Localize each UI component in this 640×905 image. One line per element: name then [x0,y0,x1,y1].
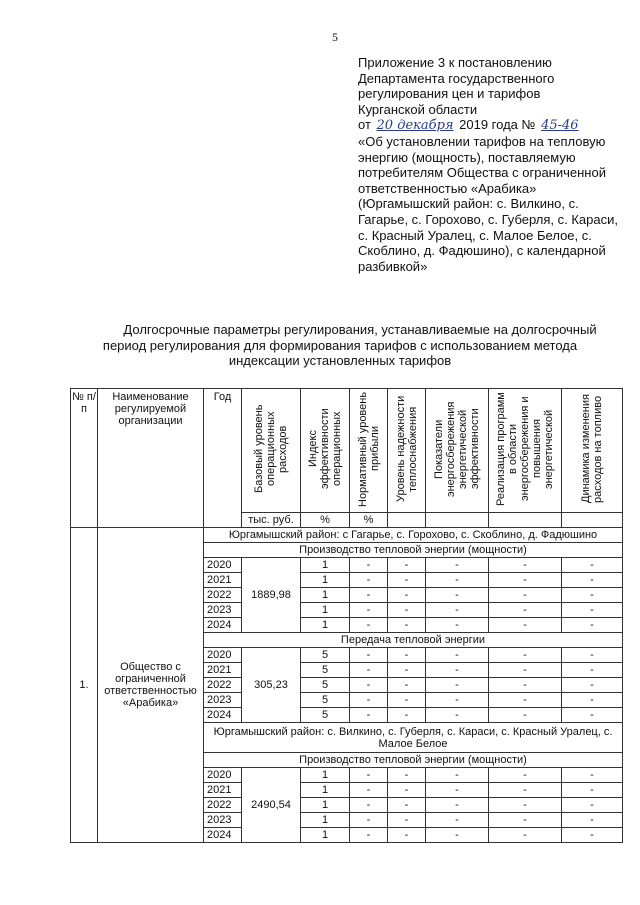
energy-cell: - [426,558,489,573]
programs-cell: - [489,588,562,603]
profit-cell: - [350,768,388,783]
year-cell: 2024 [204,708,242,723]
header-index [301,389,350,513]
energy-cell: - [426,663,489,678]
header-fuel [562,389,623,513]
appendix-line: Департамента государственного [358,70,555,86]
reliability-cell: - [388,603,426,618]
programs-cell: - [489,603,562,618]
header-profit [350,389,388,513]
index-cell: 1 [301,783,350,798]
unit-empty [489,513,562,528]
energy-cell: - [426,708,489,723]
index-cell: 1 [301,813,350,828]
section-cell: Производство тепловой энергии (мощности) [204,753,623,768]
region-row [71,528,623,543]
header-index-text: Индекс эффективности операционных [307,408,343,490]
header-num: № п/п [71,389,98,528]
year-cell: 2022 [204,588,242,603]
reliability-cell: - [388,648,426,663]
programs-cell: - [489,798,562,813]
energy-cell: - [426,603,489,618]
index-cell: 1 [301,798,350,813]
year-cell: 2023 [204,603,242,618]
header-programs [489,389,562,513]
unit-empty [426,513,489,528]
programs-cell: - [489,768,562,783]
profit-cell: - [350,828,388,843]
unit-profit: % [350,513,388,528]
year-cell: 2021 [204,663,242,678]
unit-empty [562,513,623,528]
profit-cell: - [350,648,388,663]
energy-cell: - [426,768,489,783]
region-cell: Юргамышский район: с Гагарье, с. Горохово, с. Скоблино, д. Фадюшино [204,528,623,543]
profit-cell: - [350,573,388,588]
reliability-cell: - [388,678,426,693]
fuel-cell: - [562,573,623,588]
fuel-cell: - [562,663,623,678]
appendix-date-line [358,117,628,134]
reliability-cell: - [388,708,426,723]
programs-cell: - [489,663,562,678]
unit-base: тыс. руб. [242,513,301,528]
header-energy [426,389,489,513]
index-cell: 5 [301,708,350,723]
index-cell: 5 [301,693,350,708]
fuel-cell: - [562,678,623,693]
year-cell: 2022 [204,798,242,813]
region-cell: Юргамышский район: с. Вилкино, с. Губерля, с. Караси, с. Красный Уралец, с. Малое Белое [204,723,623,753]
energy-cell: - [426,828,489,843]
programs-cell: - [489,573,562,588]
date-prefix: от [358,117,371,133]
fuel-cell: - [562,813,623,828]
row-number: 1. [71,528,98,843]
header-base-text: Базовый уровень операционных расходов [253,404,289,494]
unit-index: % [301,513,350,528]
energy-cell: - [426,783,489,798]
fuel-cell: - [562,648,623,663]
profit-cell: - [350,813,388,828]
energy-cell: - [426,573,489,588]
year-cell: 2020 [204,648,242,663]
profit-cell: - [350,558,388,573]
header-reliability-text: Уровень надежности теплоснабжения [394,395,419,503]
header-year: Год [204,389,242,528]
fuel-cell: - [562,828,623,843]
energy-cell: - [426,678,489,693]
year-cell: 2021 [204,783,242,798]
fuel-cell: - [562,693,623,708]
appendix-line: регулирования цен и тарифов [358,86,541,102]
profit-cell: - [350,618,388,633]
appendix-header [358,55,628,274]
programs-cell: - [489,828,562,843]
index-cell: 1 [301,573,350,588]
programs-cell: - [489,708,562,723]
fuel-cell: - [562,588,623,603]
reliability-cell: - [388,573,426,588]
energy-cell: - [426,813,489,828]
energy-cell: - [426,798,489,813]
reliability-cell: - [388,693,426,708]
fuel-cell: - [562,768,623,783]
reliability-cell: - [388,618,426,633]
reliability-cell: - [388,798,426,813]
index-cell: 1 [301,618,350,633]
index-cell: 1 [301,588,350,603]
date-year: 2019 года № [459,117,536,133]
organization-name: Общество с ограниченной ответственностью «Арабика» [98,528,204,843]
section-cell: Производство тепловой энергии (мощности) [204,543,623,558]
header-base [242,389,301,513]
unit-empty [388,513,426,528]
programs-cell: - [489,648,562,663]
year-cell: 2020 [204,558,242,573]
header-programs-text: Реализация программ в области энергосбережения и повышения энергетической [495,392,555,506]
year-cell: 2023 [204,693,242,708]
programs-cell: - [489,678,562,693]
energy-cell: - [426,693,489,708]
fuel-cell: - [562,558,623,573]
profit-cell: - [350,663,388,678]
header-org: Наименование регулируемой организации [98,389,204,528]
section-cell: Передача тепловой энергии [204,633,623,648]
reliability-cell: - [388,663,426,678]
index-cell: 5 [301,648,350,663]
reliability-cell: - [388,768,426,783]
reliability-cell: - [388,828,426,843]
year-cell: 2022 [204,678,242,693]
document-title: Долгосрочные параметры регулирования, устанавливаемые на долгосрочный период регулирования для формирования тарифов с использованием метода индексации установленных тарифов [102,322,597,369]
programs-cell: - [489,558,562,573]
programs-cell: - [489,693,562,708]
year-cell: 2024 [204,618,242,633]
reliability-cell: - [388,783,426,798]
fuel-cell: - [562,708,623,723]
parameters-table [70,388,623,843]
energy-cell: - [426,588,489,603]
header-fuel-text: Динамика изменения расходов на топливо [580,394,604,504]
header-reliability [388,389,426,513]
year-cell: 2023 [204,813,242,828]
profit-cell: - [350,693,388,708]
index-cell: 1 [301,558,350,573]
energy-cell: - [426,618,489,633]
profit-cell: - [350,678,388,693]
base-cost-cell: 305,23 [242,648,301,723]
header-energy-text: Показатели энергосбережения энергетической эффективности [433,401,481,497]
profit-cell: - [350,798,388,813]
appendix-subject: «Об установлении тарифов на тепловую энергию (мощность), поставляемую потребителям Общества с ограниченной ответственностью «Арабика» (Юргамышский район: с. Вилкино, с. Гагарье, с. Горохово, с. Губерля, с. Караси, с. Красный Уралец, с. Малое Белое, с. Скоблино, д. Фадюшино), с календарной разбивкой» [358,133,618,274]
appendix-line: Приложение 3 к постановлению [358,55,552,70]
handwritten-number: 45-46 [541,118,579,134]
base-cost-cell: 1889,98 [242,558,301,633]
energy-cell: - [426,648,489,663]
header-profit-text: Нормативный уровень прибыли [356,391,381,507]
reliability-cell: - [388,588,426,603]
index-cell: 5 [301,663,350,678]
profit-cell: - [350,708,388,723]
reliability-cell: - [388,558,426,573]
profit-cell: - [350,588,388,603]
programs-cell: - [489,813,562,828]
year-cell: 2021 [204,573,242,588]
page-number: 5 [332,30,338,44]
profit-cell: - [350,783,388,798]
reliability-cell: - [388,813,426,828]
base-cost-cell: 2490,54 [242,768,301,843]
year-cell: 2020 [204,768,242,783]
fuel-cell: - [562,798,623,813]
fuel-cell: - [562,618,623,633]
profit-cell: - [350,603,388,618]
handwritten-date: 20 декабря [376,118,454,134]
index-cell: 1 [301,768,350,783]
index-cell: 1 [301,828,350,843]
index-cell: 1 [301,603,350,618]
programs-cell: - [489,783,562,798]
index-cell: 5 [301,678,350,693]
programs-cell: - [489,618,562,633]
fuel-cell: - [562,783,623,798]
fuel-cell: - [562,603,623,618]
appendix-line: Курганской области [358,101,478,117]
year-cell: 2024 [204,828,242,843]
